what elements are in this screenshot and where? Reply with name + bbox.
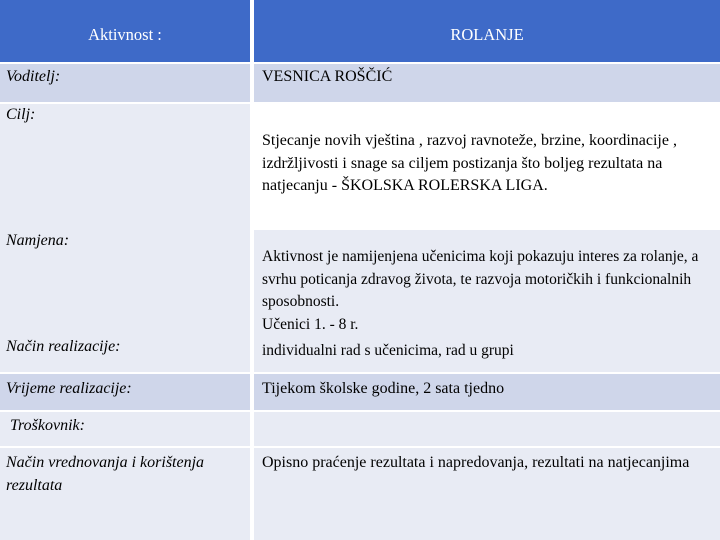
header-left-cell — [0, 0, 250, 62]
purpose-label: Namjena: — [6, 232, 70, 249]
method-label-cell — [0, 336, 250, 362]
time-label: Vrijeme realizacije: — [6, 380, 132, 397]
header-activity-name: ROLANJE — [450, 25, 524, 44]
value-cell-costs — [254, 412, 720, 446]
value-cell-purpose — [254, 230, 720, 372]
purpose-value: Aktivnost je namijenjena učenicima koji pokazuju interes za rolanje, a svrhu poticanja zdravog života, te razvoja motoričkih i funkcionalnih sposobnosti. — [262, 248, 699, 310]
costs-label: Troškovnik: — [10, 417, 85, 434]
time-value: Tijekom školske godine, 2 sata tjedno — [262, 380, 505, 397]
value-cell-evaluation — [254, 448, 720, 540]
header-activity-label: Aktivnost : — [88, 25, 162, 44]
goal-label: Cilj: — [6, 106, 36, 123]
evaluation-label: Način vrednovanja i korištenja rezultata — [6, 454, 205, 494]
value-cell-goal — [254, 104, 720, 228]
leader-label: Voditelj: — [6, 68, 61, 85]
label-cell-time — [0, 374, 250, 410]
goal-label-cell — [0, 104, 250, 130]
leader-value: VESNICA ROŠČIĆ — [262, 68, 393, 85]
purpose-label-cell — [0, 230, 250, 256]
value-cell-leader — [254, 64, 720, 102]
goal-value: Stjecanje novih vještina , razvoj ravnoteže, brzine, koordinacije , izdržljivosti i snage sa ciljem postizanja što boljeg rezultata na natjecanju - ŠKOLSKA ROLERSKA LIGA. — [262, 132, 677, 195]
method-label: Način realizacije: — [6, 338, 121, 355]
value-cell-time — [254, 374, 720, 410]
purpose-grades: Učenici 1. - 8 r. — [262, 315, 359, 333]
method-value: individualni rad s učenicima, rad u grupi — [262, 342, 514, 359]
label-cell-costs — [0, 412, 250, 446]
header-right-cell — [254, 0, 720, 62]
evaluation-value: Opisno praćenje rezultata i napredovanja, rezultati na natjecanjima — [262, 454, 690, 471]
label-cell-leader — [0, 64, 250, 102]
label-cell-evaluation — [0, 448, 250, 540]
